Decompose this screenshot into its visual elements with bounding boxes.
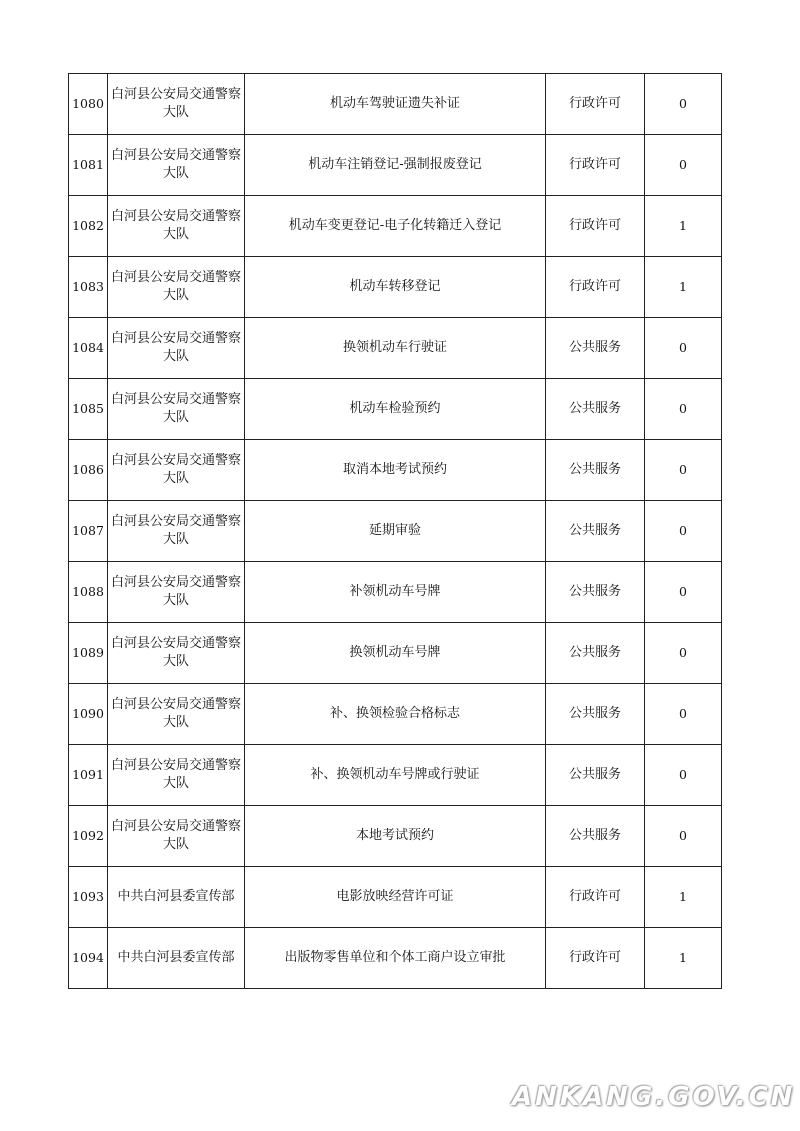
department-cell: 白河县公安局交通警察大队 [108, 257, 245, 318]
item-type-cell: 公共服务 [546, 745, 645, 806]
item-name-cell: 换领机动车行驶证 [245, 318, 546, 379]
item-name-cell: 补、换领检验合格标志 [245, 684, 546, 745]
department-cell: 白河县公安局交通警察大队 [108, 684, 245, 745]
item-name-cell: 机动车变更登记-电子化转籍迁入登记 [245, 196, 546, 257]
table-row [69, 196, 722, 257]
table-row [69, 74, 722, 135]
table-row [69, 562, 722, 623]
row-number-cell: 1088 [69, 562, 108, 623]
department-cell: 白河县公安局交通警察大队 [108, 318, 245, 379]
item-type-cell: 行政许可 [546, 928, 645, 989]
item-type-cell: 公共服务 [546, 623, 645, 684]
count-cell: 0 [645, 623, 722, 684]
row-number-cell: 1093 [69, 867, 108, 928]
item-type-cell: 行政许可 [546, 135, 645, 196]
item-type-cell: 公共服务 [546, 806, 645, 867]
department-cell: 白河县公安局交通警察大队 [108, 501, 245, 562]
item-name-cell: 机动车转移登记 [245, 257, 546, 318]
item-name-cell: 补领机动车号牌 [245, 562, 546, 623]
item-type-cell: 行政许可 [546, 196, 645, 257]
table-row [69, 867, 722, 928]
department-cell: 白河县公安局交通警察大队 [108, 806, 245, 867]
row-number-cell: 1080 [69, 74, 108, 135]
department-cell: 白河县公安局交通警察大队 [108, 379, 245, 440]
table-row [69, 806, 722, 867]
count-cell: 1 [645, 257, 722, 318]
count-cell: 0 [645, 806, 722, 867]
count-cell: 0 [645, 135, 722, 196]
row-number-cell: 1089 [69, 623, 108, 684]
watermark: ANKANG.GOV.CN [512, 1082, 796, 1112]
table-row [69, 135, 722, 196]
count-cell: 0 [645, 379, 722, 440]
count-cell: 0 [645, 318, 722, 379]
department-cell: 白河县公安局交通警察大队 [108, 562, 245, 623]
item-name-cell: 补、换领机动车号牌或行驶证 [245, 745, 546, 806]
item-name-cell: 换领机动车号牌 [245, 623, 546, 684]
row-number-cell: 1091 [69, 745, 108, 806]
department-cell: 中共白河县委宣传部 [108, 867, 245, 928]
item-name-cell: 取消本地考试预约 [245, 440, 546, 501]
table-row [69, 257, 722, 318]
item-type-cell: 公共服务 [546, 379, 645, 440]
item-name-cell: 电影放映经营许可证 [245, 867, 546, 928]
table-row [69, 318, 722, 379]
row-number-cell: 1083 [69, 257, 108, 318]
item-type-cell: 行政许可 [546, 257, 645, 318]
table-row [69, 928, 722, 989]
department-cell: 白河县公安局交通警察大队 [108, 440, 245, 501]
item-name-cell: 机动车注销登记-强制报废登记 [245, 135, 546, 196]
item-type-cell: 公共服务 [546, 562, 645, 623]
item-name-cell: 机动车检验预约 [245, 379, 546, 440]
department-cell: 白河县公安局交通警察大队 [108, 135, 245, 196]
table-row [69, 623, 722, 684]
department-cell: 白河县公安局交通警察大队 [108, 196, 245, 257]
count-cell: 1 [645, 196, 722, 257]
count-cell: 0 [645, 501, 722, 562]
item-type-cell: 公共服务 [546, 318, 645, 379]
department-cell: 白河县公安局交通警察大队 [108, 74, 245, 135]
row-number-cell: 1082 [69, 196, 108, 257]
table-row [69, 684, 722, 745]
table-row [69, 745, 722, 806]
table-row [69, 501, 722, 562]
department-cell: 中共白河县委宣传部 [108, 928, 245, 989]
count-cell: 1 [645, 928, 722, 989]
table-body [69, 74, 722, 989]
item-type-cell: 行政许可 [546, 867, 645, 928]
table-row [69, 440, 722, 501]
item-type-cell: 公共服务 [546, 501, 645, 562]
row-number-cell: 1084 [69, 318, 108, 379]
count-cell: 0 [645, 440, 722, 501]
item-name-cell: 本地考试预约 [245, 806, 546, 867]
row-number-cell: 1085 [69, 379, 108, 440]
item-name-cell: 机动车驾驶证遗失补证 [245, 74, 546, 135]
row-number-cell: 1094 [69, 928, 108, 989]
department-cell: 白河县公安局交通警察大队 [108, 623, 245, 684]
count-cell: 1 [645, 867, 722, 928]
count-cell: 0 [645, 684, 722, 745]
item-type-cell: 公共服务 [546, 440, 645, 501]
item-type-cell: 行政许可 [546, 74, 645, 135]
row-number-cell: 1090 [69, 684, 108, 745]
row-number-cell: 1086 [69, 440, 108, 501]
row-number-cell: 1087 [69, 501, 108, 562]
department-cell: 白河县公安局交通警察大队 [108, 745, 245, 806]
item-name-cell: 出版物零售单位和个体工商户设立审批 [245, 928, 546, 989]
table-row [69, 379, 722, 440]
row-number-cell: 1081 [69, 135, 108, 196]
count-cell: 0 [645, 562, 722, 623]
item-type-cell: 公共服务 [546, 684, 645, 745]
count-cell: 0 [645, 745, 722, 806]
item-name-cell: 延期审验 [245, 501, 546, 562]
row-number-cell: 1092 [69, 806, 108, 867]
document-table [68, 73, 722, 989]
count-cell: 0 [645, 74, 722, 135]
